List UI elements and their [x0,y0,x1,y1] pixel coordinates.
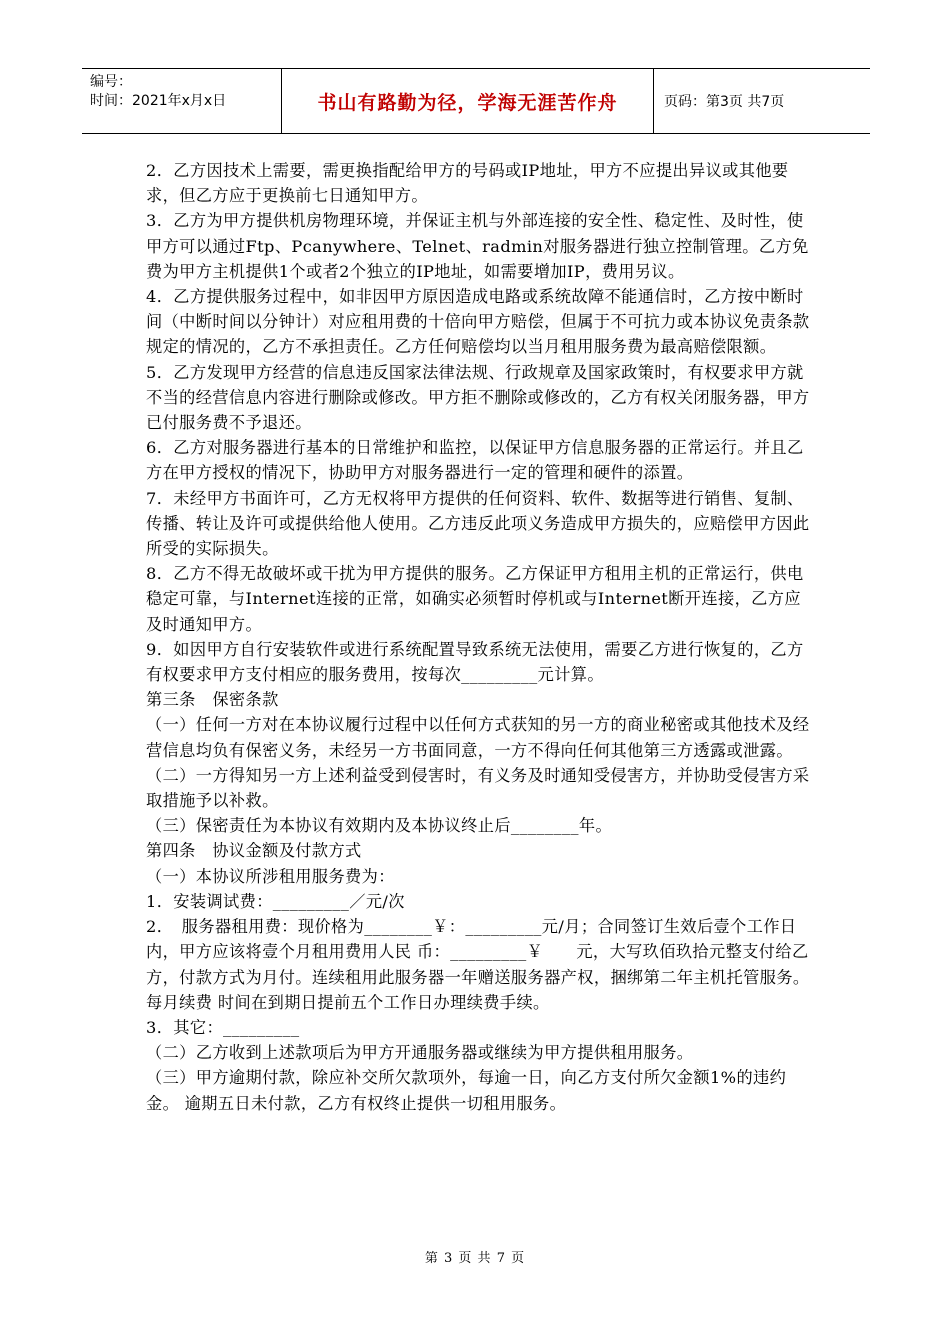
paragraph: 2．乙方因技术上需要，需更换指配给甲方的号码或IP地址，甲方不应提出异议或其他要求，但乙方应于更换前七日通知甲方。 [146,161,789,206]
page-header [82,68,870,134]
document-number-label: 编号： [90,74,132,90]
paragraph: （一）任何一方对在本协议履行过程中以任何方式获知的另一方的商业秘密或其他技术及经营信息均负有保密义务，未经另一方书面同意，一方不得向任何其他第三方透露或泄露。 [146,715,810,760]
header-motto: 书山有路勤为径，学海无涯苦作舟 [282,69,654,133]
paragraph: （一）本协议所涉租用服务费为： [146,866,395,886]
paragraph: 1．安装调试费：_________／元/次 [146,891,405,911]
header-page-info: 页码：第3页 共7页 [664,94,785,110]
paragraph: 6．乙方对服务器进行基本的日常维护和监控，以保证甲方信息服务器的正常运行。并且乙方在甲方授权的情况下，协助甲方对服务器进行一定的管理和硬件的添置。 [146,438,804,483]
paragraph: （二）一方得知另一方上述利益受到侵害时，有义务及时通知受侵害方，并协助受侵害方采取措施予以补救。 [146,765,810,811]
paragraph: （三）保密责任为本协议有效期内及本协议终止后________年。 [146,816,613,836]
paragraph: 5．乙方发现甲方经营的信息违反国家法律法规、行政规章及国家政策时，有权要求甲方就不当的经营信息内容进行删除或修改。甲方拒不删除或修改的，乙方有权关闭服务器，甲方已付服务费不予退还。 [146,362,810,433]
paragraph: 8．乙方不得无故破坏或干扰为甲方提供的服务。乙方保证甲方租用主机的正常运行，供电稳定可靠，与Internet连接的正常，如确实必须暂时停机或与Internet断开连接，乙方应及时通知甲方。 [146,564,804,634]
paragraph: 3．乙方为甲方提供机房物理环境，并保证主机与外部连接的安全性、稳定性、及时性，使甲方可以通过Ftp、Pcanywhere、Telnet、radmin对服务器进行独立控制管理。乙方免费为甲方主机提供1个或者2个独立的IP地址，如需要增加IP，费用另议。 [146,211,809,281]
header-meta [82,69,282,133]
paragraph: 9．如因甲方自行安装软件或进行系统配置导致系统无法使用，需要乙方进行恢复的，乙方有权要求甲方支付相应的服务费用，按每次_________元计算。 [146,639,804,685]
document-date: 时间：2021年x月x日 [90,93,227,109]
paragraph: 2． 服务器租用费：现价格为________￥：_________元/月；合同签订生效后壹个工作日内，甲方应该将壹个月租用费用人民 币：_________￥ 元，大写玖佰玖拾元整支付给乙方，付款方式为月付。连续租用此服务器一年赠送服务器产权，捆绑第二年主机托管服务。每月续费 时间在到期日提前五个工作日办理续费手续。 [146,917,810,1012]
page-footer: 第 3 页 共 7 页 [424,1251,526,1266]
paragraph: （二）乙方收到上述款项后为甲方开通服务器或继续为甲方提供租用服务。 [146,1043,694,1063]
paragraph: 7．未经甲方书面许可，乙方无权将甲方提供的任何资料、软件、数据等进行销售、复制、传播、转让及许可或提供给他人使用。乙方违反此项义务造成甲方损失的，应赔偿甲方因此所受的实际损失。 [146,488,810,559]
section-heading: 第三条 保密条款 [146,690,279,710]
section-heading: 第四条 协议金额及付款方式 [146,841,362,861]
paragraph: 4．乙方提供服务过程中，如非因甲方原因造成电路或系统故障不能通信时，乙方按中断时间（中断时间以分钟计）对应租用费的十倍向甲方赔偿，但属于不可抗力或本协议免责条款规定的情况的，乙方不承担责任。乙方任何赔偿均以当月租用服务费为最高赔偿限额。 [146,287,810,357]
paragraph: （三）甲方逾期付款，除应补交所欠款项外，每逾一日，向乙方支付所欠金额1%的违约金。 逾期五日未付款，乙方有权终止提供一切租用服务。 [146,1068,787,1113]
document-body [146,158,810,1116]
paragraph: 3．其它：_________ [146,1017,300,1037]
